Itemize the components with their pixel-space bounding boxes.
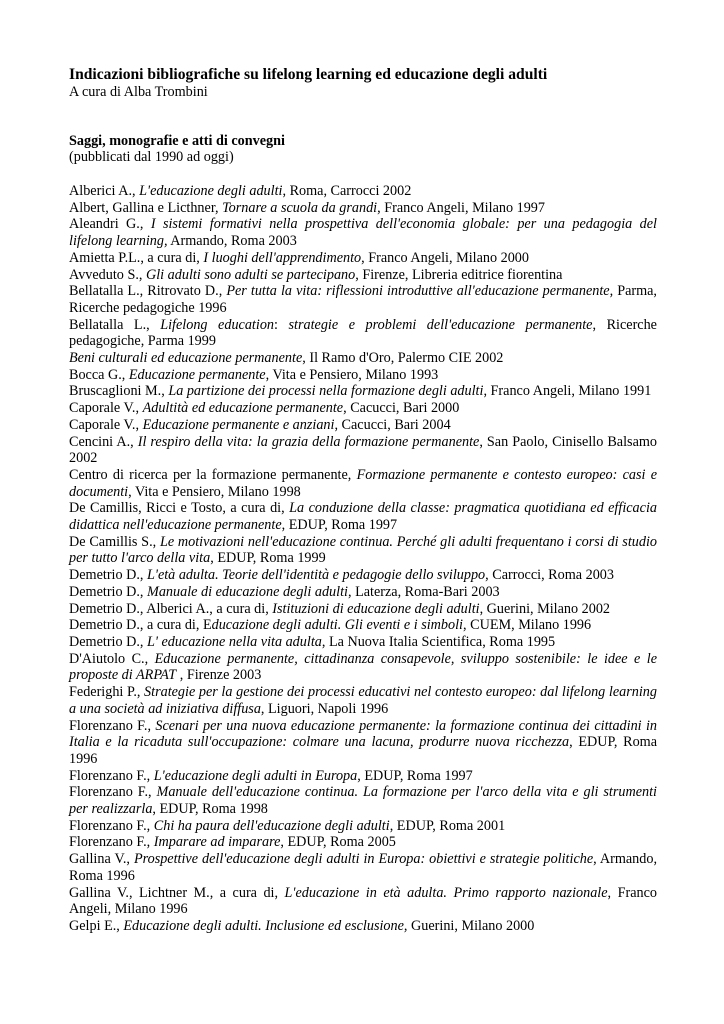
entry-title: Lifelong education [160, 316, 275, 333]
entry-title: Educazione permanente [128, 366, 266, 383]
entry-text: , San Paolo, Cinisello Balsamo 2002 [69, 433, 657, 467]
bibliography-entry [69, 467, 657, 500]
entry-title: Manuale dell'educazione continua. La formazione per l'arco della vita e gli strumenti per realizzarla [69, 784, 657, 818]
entry-text: : [274, 316, 289, 333]
entry-text: D'Aiutolo C., [69, 650, 155, 667]
entry-title: strategie e problemi dell'educazione permanente [288, 316, 593, 333]
bibliography-entry [69, 317, 657, 350]
bibliography-entry [69, 601, 657, 618]
bibliography-entry [69, 784, 657, 817]
bibliography-entry [69, 634, 657, 651]
bibliography-entry [69, 383, 657, 400]
bibliography-entry [69, 918, 657, 935]
entry-title: Beni culturali ed educazione permanente [69, 350, 303, 367]
entry-title: Scenari per una nuova educazione permanente: la formazione continua dei cittadini in Italia e la ricaduta sull'occupazione: colmare una lacuna, produrre nuova ricchezza [69, 717, 657, 751]
entry-title: Imparare ad imparare [153, 834, 281, 851]
entry-text: Centro di ricerca per la formazione permanente, [69, 466, 357, 483]
entry-text: Caporale V., [69, 400, 143, 417]
entry-text: Gelpi E., [69, 917, 124, 934]
section-subtitle: (pubblicati dal 1990 ad oggi) [69, 149, 234, 165]
bibliography-entry [69, 818, 657, 835]
bibliography-entry [69, 283, 657, 316]
entry-text: Gallina V., [69, 851, 134, 868]
entry-title: Il respiro della vita: la grazia della formazione permanente [137, 433, 480, 450]
entry-title: La partizione dei processi nella formazione degli adulti [168, 383, 484, 400]
document-author: A cura di Alba Trombini [69, 84, 208, 100]
entry-text: Bellatalla L., [69, 316, 161, 333]
document-title: Indicazioni bibliografiche su lifelong learning ed educazione degli adulti [69, 66, 548, 83]
bibliography-entry [69, 534, 657, 567]
entry-text: , Franco Angeli, Milano 2000 [361, 249, 529, 266]
entry-text: , Il Ramo d'Oro, Palermo CIE 2002 [302, 350, 504, 367]
entry-title: Gli adulti sono adulti se partecipano [145, 266, 356, 283]
bibliography-entry [69, 684, 657, 717]
entry-text: , Franco Angeli, Milano 1997 [377, 199, 545, 216]
bibliography-list [69, 183, 657, 935]
bibliography-entry [69, 267, 657, 284]
bibliography-entry [69, 500, 657, 533]
entry-title: I luoghi dell'apprendimento [203, 249, 362, 266]
entry-text: , Vita e Pensiero, Milano 1993 [265, 366, 439, 383]
entry-text: Bocca G., [69, 366, 129, 383]
entry-text: Alberici A., [69, 183, 140, 199]
entry-text: , Cacucci, Bari 2004 [334, 416, 451, 433]
entry-title: Educazione degli adulti. Inclusione ed esclusione, [123, 917, 408, 934]
entry-text: , Franco Angeli, Milano 1996 [69, 884, 657, 918]
bibliography-entry [69, 851, 657, 884]
entry-text: , Liguori, Napoli 1996 [260, 700, 389, 717]
entry-text: Demetrio D., [69, 583, 148, 600]
bibliography-entry [69, 617, 657, 634]
entry-text: Armando, Roma 2003 [167, 233, 297, 250]
entry-text: Bruscaglioni M., [69, 383, 169, 400]
entry-text: Federighi P., [69, 684, 145, 701]
bibliography-entry [69, 834, 657, 851]
entry-text: Florenzano F., [69, 784, 157, 801]
entry-text: , EDUP, Roma 1997 [357, 767, 473, 784]
entry-title: L'educazione degli adulti in Europa [153, 767, 358, 784]
entry-text: , EDUP, Roma 1999 [210, 550, 326, 567]
entry-title: Manuale di educazione degli adulti [147, 583, 348, 600]
bibliography-entry [69, 434, 657, 467]
entry-title: I sistemi formativi nella prospettiva dell'economia globale: per una pedagogia del lifelong learning, [69, 216, 657, 250]
entry-text: , Carrocci, Roma 2003 [485, 567, 614, 584]
entry-text: , Firenze 2003 [176, 667, 262, 684]
entry-text: Cencini A., [69, 433, 138, 450]
bibliography-entry [69, 200, 657, 217]
bibliography-entry [69, 885, 657, 918]
entry-text: , La Nuova Italia Scientifica, Roma 1995 [321, 633, 556, 650]
entry-text: De Camillis, Ricci e Tosto, a cura di, [69, 500, 290, 517]
entry-text: Demetrio D., a cura di, E [69, 617, 212, 634]
entry-text: , EDUP, Roma 2001 [389, 817, 506, 834]
bibliography-entry [69, 584, 657, 601]
bibliography-entry [69, 350, 657, 367]
entry-text: , Cacucci, Bari 2000 [343, 400, 460, 417]
entry-text: Bellatalla L., Ritrovato D., [69, 283, 227, 300]
entry-title: Per tutta la vita: riflessioni introduttive all'educazione permanente, [226, 283, 614, 300]
entry-text: , Roma, Carrocci 2002 [282, 183, 412, 199]
bibliography-entry [69, 400, 657, 417]
entry-text: Florenzano F., [69, 717, 156, 734]
entry-title: Strategie per la gestione dei processi educativi nel contesto europeo: dal lifelong learning a una società ad iniziativa diffusa [69, 684, 657, 717]
entry-text: , Franco Angeli, Milano 1991 [483, 383, 652, 400]
entry-text: , Guerini, Milano 2002 [479, 600, 611, 617]
entry-text: , EDUP, Roma 1997 [281, 517, 398, 534]
entry-text: Florenzano F., [69, 767, 154, 784]
entry-title: Le motivazioni nell'educazione continua. Perché gli adulti frequentano i corsi di studio per tutto l'arco della vita [69, 533, 657, 567]
entry-title: Tornare a scuola da grandi [222, 199, 378, 216]
entry-text: Florenzano F., [69, 817, 154, 834]
entry-text: , EDUP, Roma 2005 [280, 834, 396, 851]
entry-text: Demetrio D., [69, 567, 148, 584]
entry-text: Demetrio D., Alberici A., a cura di, [69, 600, 273, 617]
entry-text: Albert, Gallina e Licthner, [69, 199, 223, 216]
entry-text: Avveduto S., [69, 266, 146, 283]
entry-title: Formazione permanente e contesto europeo: casi e documenti [69, 466, 657, 500]
entry-text: Aleandri G., [69, 216, 151, 233]
entry-text: , Firenze, Libreria editrice fiorentina [355, 266, 563, 283]
bibliography-entry [69, 768, 657, 785]
entry-title: L' educazione nella vita adulta [147, 633, 322, 650]
entry-text: Parma, Ricerche pedagogiche 1996 [69, 283, 657, 316]
entry-text: Gallina V., Lichtner M., a cura di, [69, 884, 285, 901]
bibliography-entry [69, 183, 657, 200]
entry-title: Istituzioni di educazione degli adulti [272, 600, 480, 617]
bibliography-entry [69, 417, 657, 434]
entry-text: , EDUP, Roma 1998 [152, 801, 268, 818]
entry-title: L'educazione degli adulti [139, 183, 283, 199]
entry-title: Prospettive dell'educazione degli adulti in Europa: obiettivi e strategie politiche [133, 851, 594, 868]
bibliography-entry [69, 567, 657, 584]
entry-text: , EDUP, Roma 1996 [69, 734, 657, 767]
entry-text: , Vita e Pensiero, Milano 1998 [128, 483, 301, 500]
entry-text: De Camillis S., [69, 533, 160, 550]
entry-title: L'educazione in età adulta. Primo rapporto nazionale [284, 884, 608, 901]
entry-title: Educazione permanente e anziani [142, 416, 335, 433]
entry-text: , CUEM, Milano 1996 [463, 617, 592, 634]
bibliography-entry [69, 367, 657, 384]
entry-text: Caporale V., [69, 416, 143, 433]
bibliography-entry [69, 250, 657, 267]
entry-title: L'età adulta. Teorie dell'identità e pedagogie dello sviluppo [147, 567, 486, 584]
entry-text: Demetrio D., [69, 633, 148, 650]
entry-text: , Laterza, Roma-Bari 2003 [347, 583, 500, 600]
entry-title: ducazione degli adulti. Gli eventi e i simboli [211, 617, 464, 634]
bibliography-entry [69, 718, 657, 768]
entry-text: Amietta P.L., a cura di, [69, 249, 204, 266]
entry-title: Chi ha paura dell'educazione degli adulti [153, 817, 390, 834]
section-title: Saggi, monografie e atti di convegni [69, 133, 285, 149]
entry-text: , Armando, Roma 1996 [69, 851, 657, 884]
bibliography-entry [69, 651, 657, 684]
entry-text: Guerini, Milano 2000 [407, 917, 535, 934]
entry-title: La conduzione della classe: pragmatica quotidiana ed efficacia didattica nell'educazione permanente [69, 500, 657, 534]
entry-title: Educazione permanente, cittadinanza consapevole, sviluppo sostenibile: le idee e le proposte di ARPAT [69, 650, 658, 684]
entry-title: Adultità ed educazione permanente [142, 400, 344, 417]
bibliography-entry [69, 216, 657, 249]
entry-text: , Ricerche pedagogiche, Parma 1999 [69, 316, 657, 350]
entry-text: Florenzano F., [69, 834, 154, 851]
